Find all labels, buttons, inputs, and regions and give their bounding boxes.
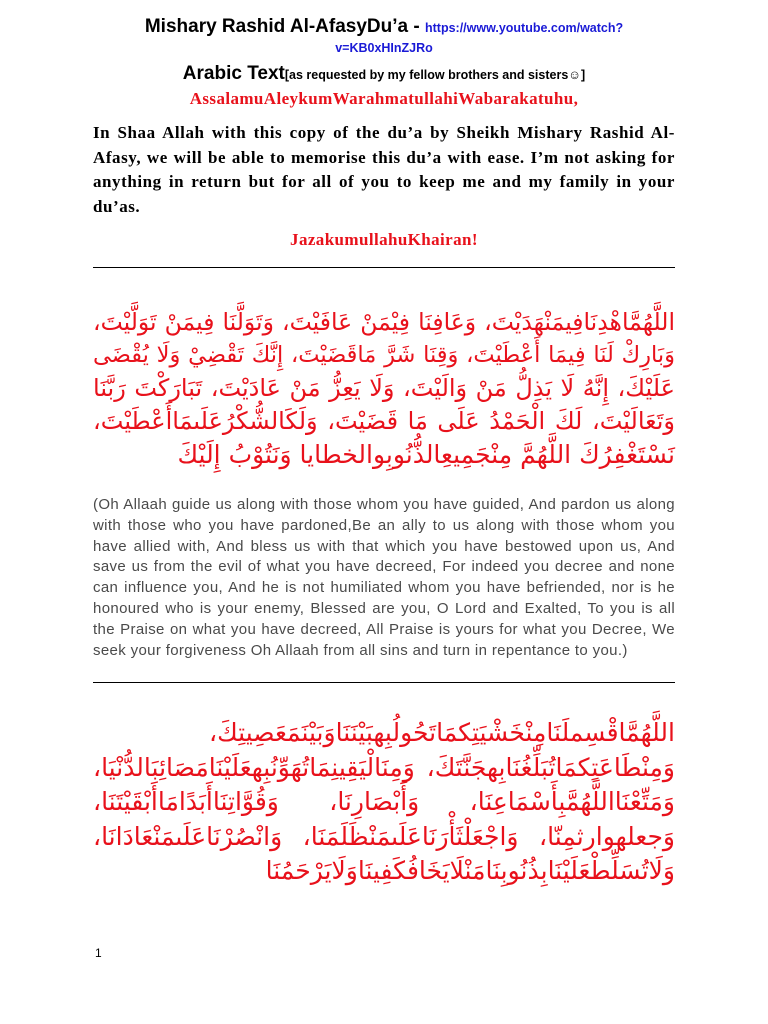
dua-arabic-line: وَجعلهوارثمِنّا، وَاجْعَلْثَأْرَنَاعَلَىمَنْظَلَمَنَا، وَانْصُرْنَاعَلَىمَنْعَادَانَا، — [93, 821, 675, 851]
section-divider — [93, 682, 675, 683]
dua-translation: (Oh Allaah guide us along with those whom you have guided, And pardon us along with those who you have pardoned,Be an ally to us along with those whom you have allied with, And bless us with that which you have bestowed upon us, And save us from the evil of what you have decreed, For indeed you decree and none can influence you, And he is not humiliated whom you have befriended, nor is he honoured who is your enemy, Blessed are you, O Lord and Exalted, To you is all the Praise on what you have decreed, All Praise is yours for what you Decree, We seek your forgiveness Oh Allaah from all sins and turn in repentance to you.) — [93, 496, 675, 659]
dua-arabic-line: وَبَارِكْ لَنَا فِيمَا أَعْطَيْتَ، وَقِنَا شَرَّ مَاقَضَيْتَ، إِنَّكَ تَقْضِيْ وَلَا يُقْضَى — [93, 342, 675, 368]
document-body — [93, 15, 675, 889]
dua-arabic-line: وَمَتِّعْنَااللَّهُمَّبِأَسْمَاعِنَا، وَأَبْصَارِنَا، وَقُوَّاتِنَاأَبَدًامَاأَبْقَيْتَنَا، — [93, 787, 675, 817]
dua-arabic-line: اللَّهُمَّاهْدِنَافِيمَنْهَدَيْتَ، وَعَافِنَا فِيْمَنْ عَافَيْتَ، وَتَوَلَّنَا فِيمَنْ تَوَلَّيْتَ، — [93, 308, 675, 336]
doc-title: Mishary Rashid Al-AfasyDu’a - — [144, 16, 425, 37]
link-continuation-line — [93, 39, 675, 57]
section-divider — [93, 267, 675, 268]
subtitle-line — [93, 61, 675, 87]
dua-arabic-line: وَمِنْطَاعَتِكمَاتُبَلِّغُنَابِهجَنَّتَكَ، وَمِنَالْيَقِينِمَاتُهَوِّنُبِهعَلَيْنَامَصَائِبَالدُّنْيَا، — [93, 752, 675, 782]
dua-arabic-line: نَسْتَغْفِرُكَ اللَّهُمَّ مِنْجَمِيعِالذُّنُوبِوالخطايا وَنَتُوْبُ إِلَيْكَ — [177, 440, 675, 469]
dua-arabic-line: وَتَعَالَيْتَ، لَكَ الْحَمْدُ عَلَى مَا قَضَيْتَ، وَلَكَالشُّكْرُعَلَىمَاأَعْطَيْتَ، — [93, 407, 675, 435]
dua-arabic-line: عَلَيْكَ، إِنَّهُ لَا يَذِلُّ مَنْ وَالَيْتَ، وَلَا يَعِزُّ مَنْ عَادَيْتَ، تَبَارَكْتَ رَبَّنَا — [93, 374, 675, 402]
dua-arabic-line: اللَّهُمَّاقْسِملَنَامِنْخَشْيَتِكمَاتَحُولُبِهبَيْنَنَاوَبَيْنَمَعَصِيتِكَ، — [209, 718, 675, 748]
dua-arabic-block-1 — [93, 306, 675, 471]
intro-paragraph: In Shaa Allah with this copy of the du’a by Sheikh Mishary Rashid Al-Afasy, we will be able to memorise this du’a with ease. I’m not asking for anything in return but for all of you to keep me and my family in your du’as. — [93, 123, 675, 216]
dua-arabic-line: وَلَاتُسَلِّطْعَلَيْنَابِذُنُوبِنَامَنْلَايَخَافُكَفِينَاوَلَايَرْحَمُنَا — [265, 856, 675, 886]
youtube-link-part2[interactable]: v=KB0xHInZJRo — [335, 41, 433, 55]
title-line — [93, 15, 675, 39]
request-note: [as requested by my fellow brothers and sisters☺] — [284, 68, 586, 82]
dua-arabic-block-2 — [93, 716, 675, 889]
greeting-text: AssalamuAleykumWarahmatullahiWabarakatuhu, — [189, 89, 579, 108]
page-number: 1 — [95, 946, 102, 960]
closing-text: JazakumullahuKhairan! — [290, 230, 478, 249]
youtube-link-part1[interactable]: https://www.youtube.com/watch? — [424, 21, 624, 35]
arabic-text-heading: Arabic Text — [182, 63, 285, 84]
